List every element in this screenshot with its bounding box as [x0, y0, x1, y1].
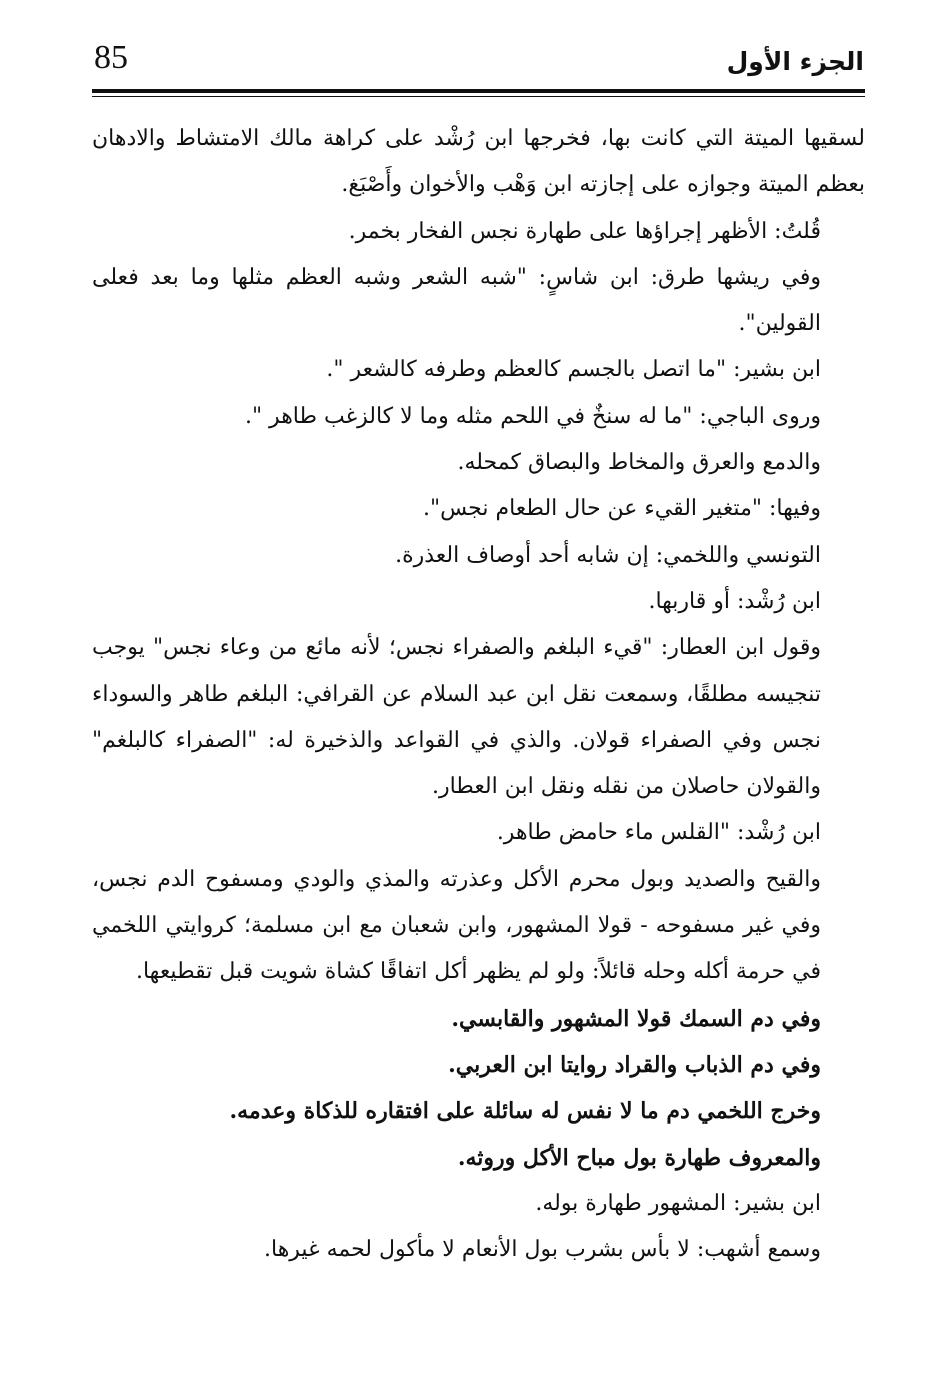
page-number: 85 [94, 39, 128, 76]
header-rule-thin [92, 96, 865, 97]
header-rule-thick [92, 89, 865, 93]
running-title: الجزء الأول [726, 47, 864, 76]
page-header [92, 38, 864, 88]
paragraph: ابن بشير: المشهور طهارة بوله. [535, 1190, 821, 1216]
paragraph: وفي دم الذباب والقراد روايتا ابن العربي. [448, 1051, 821, 1078]
paragraph: التونسي واللخمي: إن شابه أحد أوصاف العذرة. [395, 542, 821, 568]
paragraph: قُلتُ: الأظهر إجراؤها على طهارة نجس الفخار بخمر. [348, 218, 821, 244]
paragraph: وفيها: "متغير القيء عن حال الطعام نجس". [423, 496, 821, 522]
body-text [92, 116, 865, 1273]
paragraph: ابن بشير: "ما اتصل بالجسم كالعظم وطرفه كالشعر ". [326, 357, 821, 383]
paragraph: وروى الباجي: "ما له سنخٌ في اللحم مثله وما لا كالزغب طاهر ". [244, 403, 821, 429]
paragraph: ابن رُشْد: أو قاربها. [648, 588, 821, 614]
paragraph: والمعروف طهارة بول مباح الأكل وروثه. [457, 1144, 821, 1171]
paragraph: ابن رُشْد: "القلس ماء حامض طاهر. [496, 820, 821, 846]
paragraph: والدمع والعرق والمخاط والبصاق كمحله. [457, 450, 821, 476]
paragraph: وخرج اللخمي دم ما لا نفس له سائلة على افتقاره للذكاة وعدمه. [229, 1098, 821, 1125]
paragraph: وسمع أشهب: لا بأس بشرب بول الأنعام لا مأكول لحمه غيرها. [264, 1237, 821, 1263]
paragraph: وفي ريشها طرق: ابن شاسٍ: "شبه الشعر وشبه العظم مثلها وما بعد فعلى القولين". [92, 264, 821, 337]
paragraph: لسقيها الميتة التي كانت بها، فخرجها ابن رُشْد على كراهة مالك الامتشاط والادهان بعظم الميتة وجوازه على إجازته ابن وَهْب والأخوان وأَصْبَغ. [92, 126, 865, 198]
paragraph: وفي دم السمك قولا المشهور والقابسي. [451, 1005, 821, 1032]
paragraph: وقول ابن العطار: "قيء البلغم والصفراء نجس؛ لأنه مائع من وعاء نجس" يوجب تنجيسه مطلقًا، وسمعت نقل ابن عبد السلام عن القرافي: البلغم طاهر والسوداء نجس وفي الصفراء قولان. والذي في القواعد والذخيرة له: "الصفراء كالبلغم" والقولان حاصلان من نقله ونقل ابن العطار. [92, 635, 821, 800]
paragraph: والقيح والصديد وبول محرم الأكل وعذرته والمذي والودي ومسفوح الدم نجس، وفي غير مسفوحه - قولا المشهور، وابن شعبان مع ابن مسلمة؛ كروايتي اللخمي في حرمة أكله وحله قائلاً: ولو لم يظهر أكل اتفاقًا كشاة شويت قبل تقطيعها. [92, 866, 821, 985]
